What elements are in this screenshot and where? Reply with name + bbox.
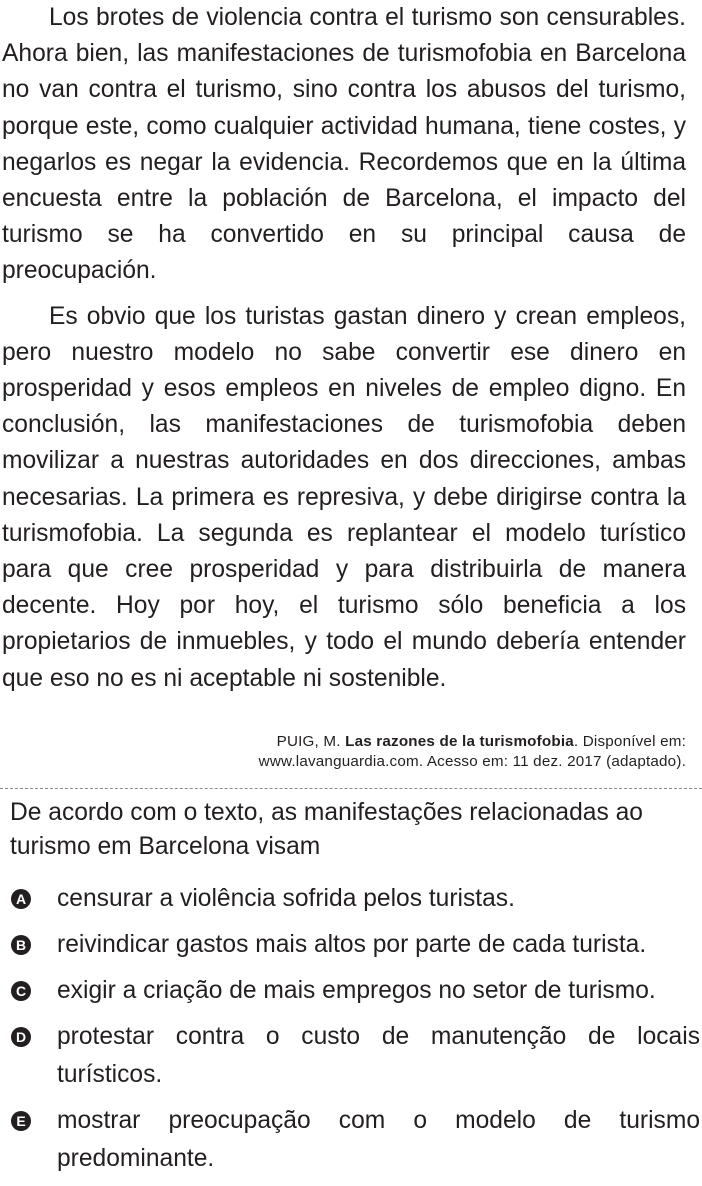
option-c[interactable] bbox=[10, 972, 700, 1010]
option-b[interactable] bbox=[10, 926, 700, 964]
question-stem: De acordo com o texto, as manifestações relacionadas ao turismo em Barcelona visam bbox=[10, 799, 643, 860]
source-author: PUIG, M. bbox=[276, 733, 341, 750]
source-available: . Disponível em: bbox=[573, 733, 686, 750]
option-c-text: exigir a criação de mais empregos no setor de turismo. bbox=[57, 977, 656, 1004]
answer-options bbox=[10, 880, 700, 1186]
option-b-letter-icon: B bbox=[11, 935, 31, 955]
option-e[interactable] bbox=[10, 1102, 700, 1178]
passage-paragraph-1: Los brotes de violencia contra el turismo son censurables. Ahora bien, las manifestaciones de turismofobia en Barcelona no van contra el turismo, sino contra los abusos del turismo, porque este, como cualquier actividad humana, tiene costes, y negarlos es negar la evidencia. Recordemos que en la última encuesta entre la población de Barcelona, el impacto del turismo se ha convertido en su principal causa de preocupación. bbox=[2, 4, 686, 285]
option-d-letter-icon: D bbox=[11, 1027, 31, 1047]
option-c-letter-icon: C bbox=[11, 981, 31, 1001]
question-block bbox=[10, 796, 700, 1172]
option-a-letter-icon: A bbox=[11, 889, 31, 909]
dashed-divider bbox=[0, 788, 702, 789]
option-d[interactable] bbox=[10, 1018, 700, 1094]
option-e-letter-icon: E bbox=[11, 1111, 31, 1131]
option-b-text: reivindicar gastos mais altos por parte de cada turista. bbox=[57, 931, 647, 958]
source-citation bbox=[126, 732, 686, 772]
source-url-access: www.lavanguardia.com. Acesso em: 11 dez. 2017 (adaptado). bbox=[258, 753, 686, 770]
passage-text bbox=[2, 0, 686, 697]
option-a[interactable] bbox=[10, 880, 700, 918]
option-e-text: mostrar preocupação com o modelo de turismo predominante. bbox=[57, 1107, 700, 1172]
option-a-text: censurar a violência sofrida pelos turistas. bbox=[57, 885, 515, 912]
source-title: Las razones de la turismofobia bbox=[345, 733, 574, 750]
option-d-text: protestar contra o custo de manutenção de locais turísticos. bbox=[57, 1023, 700, 1088]
passage-paragraph-2: Es obvio que los turistas gastan dinero y crean empleos, pero nuestro modelo no sabe convertir ese dinero en prosperidad y esos empleos en niveles de empleo digno. En conclusión, las manifestaciones de turismofobia deben movilizar a nuestras autoridades en dos direcciones, ambas necesarias. La primera es represiva, y debe dirigirse contra la turismofobia. La segunda es replantear el modelo turístico para que cree prosperidad y para distribuirla de manera decente. Hoy por hoy, el turismo sólo beneficia a los propietarios de inmuebles, y todo el mundo debería entender que eso no es ni aceptable ni sostenible. bbox=[2, 302, 686, 692]
